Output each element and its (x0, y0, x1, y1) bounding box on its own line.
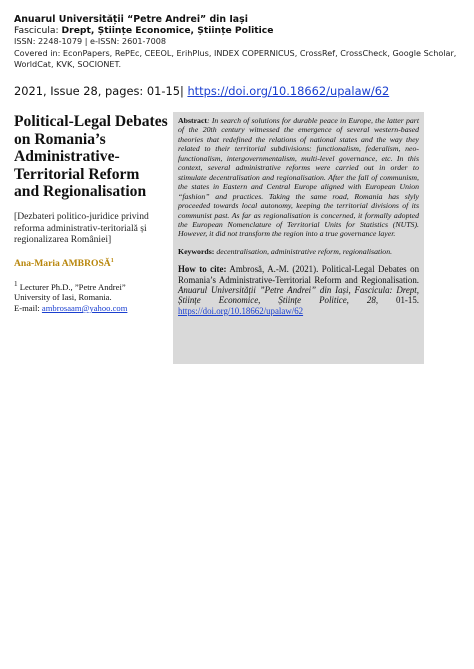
cite-doi-link[interactable]: https://doi.org/10.18662/upalaw/62 (178, 305, 304, 316)
affiliation-line-2: University of Iasi, Romania. (14, 292, 112, 303)
how-to-cite (178, 264, 419, 315)
keywords-label: Keywords: (178, 246, 215, 256)
email-line (14, 303, 168, 314)
issue-text: 2021, Issue 28, pages: 01-15| (14, 84, 188, 98)
issue-doi-link[interactable]: https://doi.org/10.18662/upalaw/62 (187, 84, 390, 98)
email-label: E-mail: (14, 302, 42, 313)
author-name-text: Ana-Maria AMBROSĂ (14, 257, 111, 269)
journal-issn: ISSN: 2248-1079 | e-ISSN: 2601-7008 (14, 36, 167, 47)
cite-pages: , 01-15. (375, 295, 419, 306)
issue-line (14, 84, 389, 98)
author-affiliation (14, 279, 168, 314)
cite-text: Ambrosă, A.-M. (2021). Political-Legal Debates on Romania’s Administrative-Territorial Reform and Regionalisation. (178, 264, 420, 285)
abstract-paragraph (178, 116, 419, 239)
journal-covered-in: Covered in: EconPapers, RePEc, CEEOL, ErihPlus, INDEX COPERNICUS, CrossRef, CrossCheck, Google Scholar, WorldCat, KVK, SOCIONET. (14, 47, 457, 69)
cite-journal: Anuarul Universității ”Petre Andrei” din Iași, Fascicula: Drept, Științe Economice, Științe Politice, 28 (178, 284, 419, 306)
affil-sup: 1 (14, 279, 18, 288)
fascicula-label: Fascicula: (14, 25, 62, 37)
article-alt-title: [Dezbateri politico-juridice privind reforma administrativ-teritorială și regionalizarea României] (14, 210, 149, 246)
abstract-text: : In search of solutions for durable peace in Europe, the latter part of the 20th century witnessed the emergence of several western-based theories that redefined the relations of national states and the way they related to their territorial subdivisions: functionalism, federalism, neo-functionalism, intergovernmentalism, multi-level governance, etc. In this context, several administrative reforms were carried out in order to stimulate decentralisation and regionalisation. After the fall of communism, the states in Eastern and Central Europe aligned with European Union “fashion” and practices. Taking the same road, Romania has slyly proceeded towards local autonomy, keeping the territorial divisions of its communist past. As far as regionalisation is concerned, it formally adopted the European Nomenclature of Territorial Units for Statistics (NUTS). However, it did not transform the region into a true governance layer. (178, 116, 419, 239)
cite-label: How to cite: (178, 264, 227, 275)
abstract-box (173, 112, 424, 364)
abstract-label: Abstract (178, 116, 208, 125)
journal-fascicula (14, 25, 460, 36)
fascicula-name: Drept, Științe Economice, Științe Politice (61, 25, 274, 37)
journal-header (14, 14, 460, 70)
article-title: Political-Legal Debates on Romania’s Administrative-Territorial Reform and Regionalisation (14, 113, 168, 201)
keywords-line (178, 247, 419, 256)
author-name (14, 258, 168, 269)
affil-line1-text: Lecturer Ph.D., ”Petre Andrei” (17, 281, 126, 292)
author-sup: 1 (110, 257, 114, 264)
article-info (14, 113, 168, 314)
journal-title: Anuarul Universității “Petre Andrei” din Iași (14, 14, 248, 25)
keywords-text: decentralisation, administrative reform, regionalisation. (214, 246, 393, 256)
email-link[interactable]: ambrosaam@yahoo.com (41, 302, 128, 313)
affiliation-line-1 (14, 279, 168, 292)
